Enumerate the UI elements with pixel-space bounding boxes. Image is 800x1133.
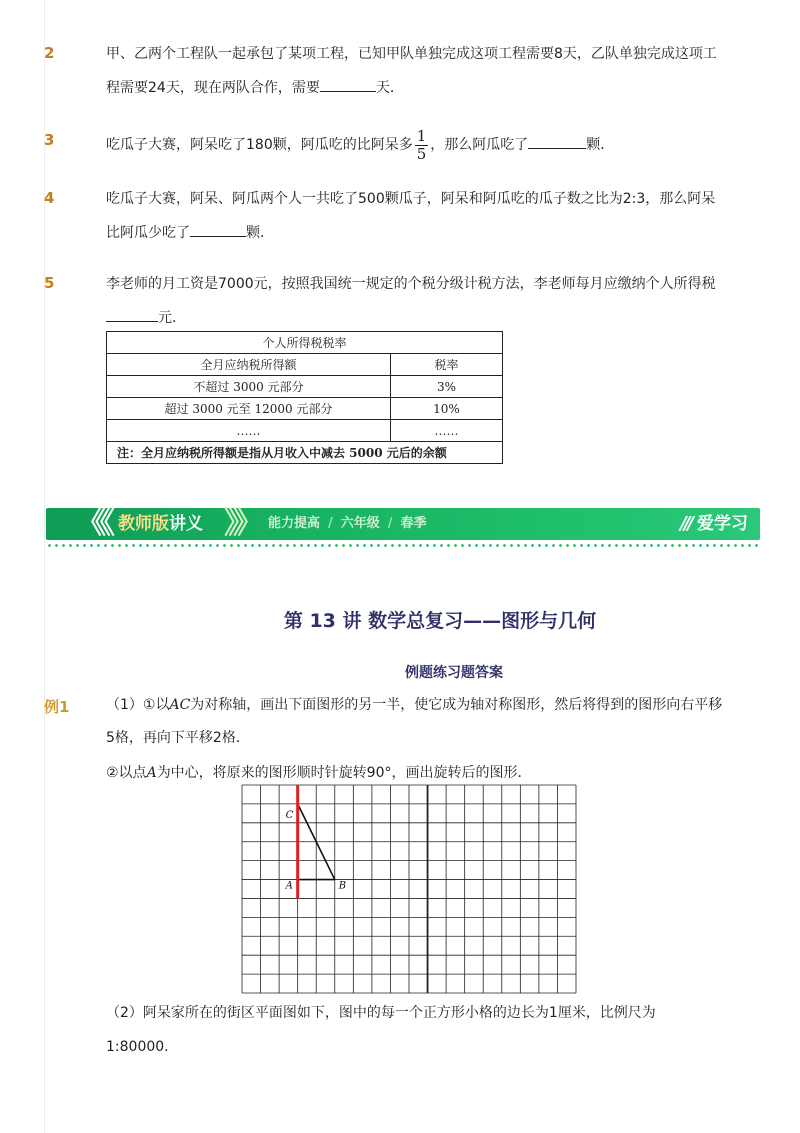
banner-title bbox=[118, 508, 203, 540]
example-text-part: 为对称轴，画出下面图形的另一半，使它成为轴对称图形，然后将得到的图形向右平移5格，再向下平移2格． bbox=[106, 697, 723, 746]
point-label: A bbox=[146, 765, 157, 781]
banner-title-sub: 讲义 bbox=[169, 514, 203, 534]
example-text-part: ②以点 bbox=[106, 765, 147, 781]
example-text bbox=[106, 689, 726, 755]
axis-label: AC bbox=[169, 697, 191, 713]
table-cell: 10% bbox=[391, 398, 503, 420]
table-cell: 不超过 3000 元部分 bbox=[107, 376, 391, 398]
breadcrumb-separator: / bbox=[328, 516, 333, 531]
table-cell: 3% bbox=[391, 376, 503, 398]
problem-text-part: 吃瓜子大赛，阿呆吃了180颗，阿瓜吃的比阿呆多 bbox=[106, 137, 413, 153]
grid-figure bbox=[241, 784, 577, 994]
brand-logo bbox=[680, 508, 748, 540]
problem-text bbox=[106, 126, 726, 164]
table-cell: …… bbox=[107, 420, 391, 442]
problem-text-part: 吃瓜子大赛，阿呆、阿瓜两个人一共吃了500颗瓜子，阿呆和阿瓜吃的瓜子数之比为2:3，那么阿呆比阿瓜少吃了 bbox=[106, 191, 716, 241]
table-row bbox=[107, 398, 503, 420]
example-label: 例1 bbox=[44, 698, 70, 716]
problem-text-part: 元． bbox=[158, 310, 186, 326]
tax-rate-table bbox=[106, 331, 503, 464]
page-margin-line bbox=[44, 0, 45, 1133]
problem-number: 4 bbox=[44, 189, 55, 207]
point-label: B bbox=[338, 880, 347, 892]
breadcrumb-item: 能力提高 bbox=[268, 516, 321, 531]
breadcrumb-separator: / bbox=[387, 516, 393, 531]
answer-blank[interactable] bbox=[106, 305, 158, 322]
table-header: 全月应纳税所得额 bbox=[107, 354, 391, 376]
breadcrumb bbox=[268, 508, 427, 540]
problem-number: 3 bbox=[44, 131, 55, 149]
problem-text-part: 颗． bbox=[246, 225, 274, 241]
fraction-denominator: 5 bbox=[416, 144, 427, 163]
table-row bbox=[107, 420, 503, 442]
problem-number: 5 bbox=[44, 274, 55, 292]
dotted-divider bbox=[46, 544, 760, 547]
problem-text-part: 甲、乙两个工程队一起承包了某项工程，已知甲队单独完成这项工程需要8天，乙队单独完成这项工程需要24天，现在两队合作，需要 bbox=[106, 46, 717, 96]
example-text-part: 为中心，将原来的图形顺时针旋转90°，画出旋转后的图形． bbox=[156, 765, 532, 781]
lecture-title: 第 13 讲 数学总复习——图形与几何 bbox=[283, 610, 597, 632]
double-chevron-right-icon: 》》 bbox=[224, 506, 257, 541]
answer-blank[interactable] bbox=[190, 220, 246, 237]
answer-blank[interactable] bbox=[320, 75, 376, 92]
example-text bbox=[106, 996, 726, 1064]
table-row bbox=[107, 376, 503, 398]
section-subheading: 例题练习题答案 bbox=[405, 665, 503, 681]
fraction-numerator: 1 bbox=[416, 126, 427, 145]
problem-text-part: 颗． bbox=[586, 137, 615, 153]
problem-number: 2 bbox=[44, 44, 55, 62]
example-text-part: （2）阿呆家所在的街区平面图如下，图中的每一个正方形小格的边长为1厘米，比例尺为1:80000． bbox=[106, 1005, 656, 1055]
fraction bbox=[415, 128, 429, 163]
table-title: 个人所得税税率 bbox=[107, 332, 503, 354]
table-cell: …… bbox=[391, 420, 503, 442]
double-chevron-left-icon: 《《 bbox=[76, 506, 109, 541]
table-header: 税率 bbox=[391, 354, 503, 376]
problem-text bbox=[106, 37, 726, 105]
grid-svg bbox=[241, 784, 577, 994]
logo-mark-icon: /// bbox=[680, 513, 691, 534]
problem-text-part: ，那么阿瓜吃了 bbox=[430, 137, 529, 153]
example-text-part: （1）①以 bbox=[106, 697, 170, 713]
answer-blank[interactable] bbox=[528, 132, 586, 149]
problem-text-part: 李老师的月工资是7000元，按照我国统一规定的个税分级计税方法，李老师每月应缴纳个人所得税 bbox=[106, 276, 716, 292]
point-label: A bbox=[285, 880, 293, 892]
problem-text-part: 天． bbox=[375, 80, 404, 96]
banner-title-main: 教师版 bbox=[118, 514, 169, 534]
logo-text: 爱学习 bbox=[697, 514, 748, 534]
problem-text bbox=[106, 267, 726, 335]
problem-text bbox=[106, 182, 726, 250]
breadcrumb-item: 六年级 bbox=[340, 516, 380, 531]
table-cell: 超过 3000 元至 12000 元部分 bbox=[107, 398, 391, 420]
breadcrumb-item: 春季 bbox=[400, 516, 427, 531]
table-note: 注：全月应纳税所得额是指从月收入中减去 5000 元后的余额 bbox=[107, 442, 503, 464]
section-banner bbox=[46, 508, 760, 540]
point-label: C bbox=[285, 809, 294, 821]
